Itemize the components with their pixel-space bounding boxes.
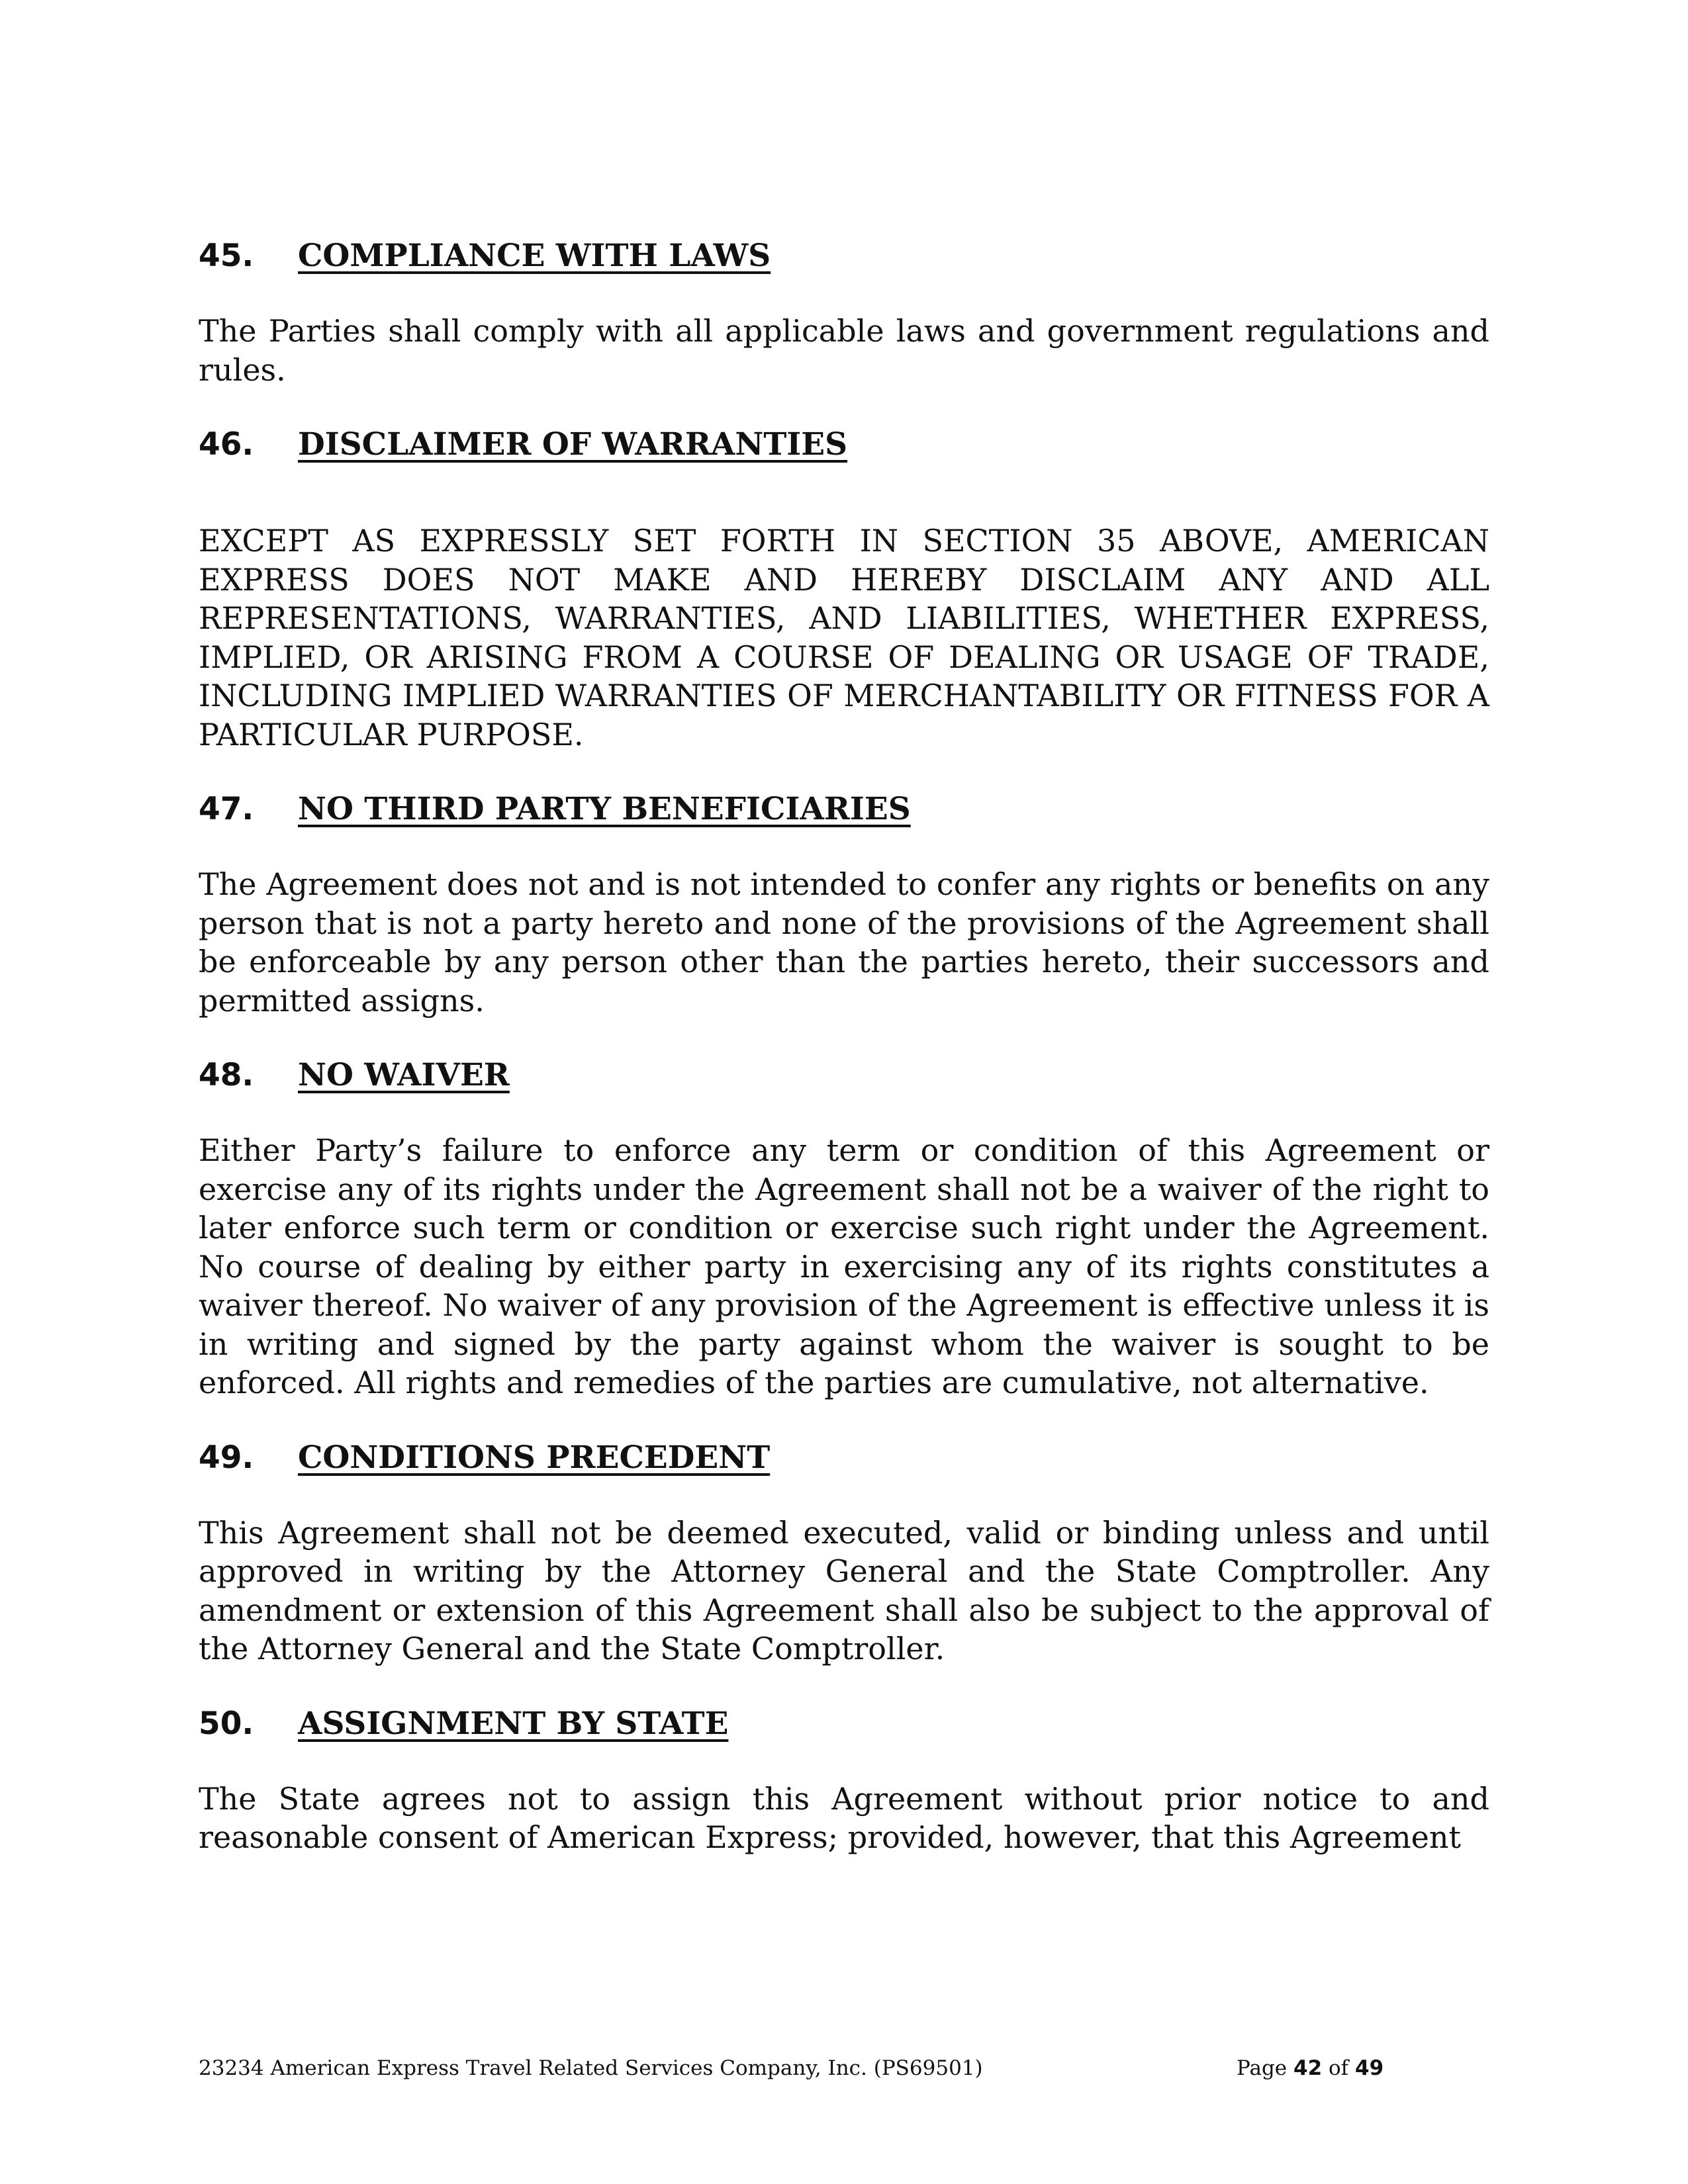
- section-number: 47.: [199, 791, 254, 827]
- section-50: [199, 1703, 1489, 1857]
- section-paragraph: The Parties shall comply with all applicable laws and government regulations and rules.: [199, 313, 1489, 388]
- section-number: 50.: [199, 1705, 254, 1742]
- section-heading: [199, 1054, 1489, 1097]
- page-number: [1237, 2055, 1383, 2081]
- document-body: [199, 235, 1489, 1857]
- page-current: 42: [1293, 2056, 1323, 2080]
- section-heading: [199, 1437, 1489, 1479]
- section-title: COMPLIANCE WITH LAWS: [298, 238, 771, 274]
- section-paragraph: The State agrees not to assign this Agreement without prior notice to and reasonable consent of American Express; provided, however, that this Agreement: [199, 1780, 1489, 1855]
- section-title: DISCLAIMER OF WARRANTIES: [298, 426, 848, 463]
- section-number: 46.: [199, 426, 254, 463]
- section-paragraph: EXCEPT AS EXPRESSLY SET FORTH IN SECTION 35 ABOVE, AMERICAN EXPRESS DOES NOT MAKE AND HEREBY DISCLAIM ANY AND ALL REPRESENTATIONS, WARRANTIES, AND LIABILITIES, WHETHER EXPRESS, IMPLIED, OR ARISING FROM A COURSE OF DEALING OR USAGE OF TRADE, INCLUDING IMPLIED WARRANTIES OF MERCHANTABILITY OR FITNESS FOR A PARTICULAR PURPOSE.: [199, 523, 1489, 752]
- section-47: [199, 788, 1489, 1020]
- section-heading: [199, 1703, 1489, 1745]
- section-number: 45.: [199, 238, 254, 274]
- page-of-label: of: [1329, 2056, 1349, 2080]
- section-paragraph: This Agreement shall not be deemed executed, valid or binding unless and until approved in writing by the Attorney General and the State Comptroller. Any amendment or extension of this Agreement shall also be subject to the approval of the Attorney General and the State Comptroller.: [199, 1514, 1489, 1666]
- section-title: CONDITIONS PRECEDENT: [298, 1439, 771, 1476]
- section-number: 49.: [199, 1439, 254, 1476]
- section-48: [199, 1054, 1489, 1402]
- section-heading: [199, 424, 1489, 466]
- section-title: ASSIGNMENT BY STATE: [298, 1705, 729, 1742]
- page-label: Page: [1237, 2056, 1288, 2080]
- page-total: 49: [1355, 2056, 1384, 2080]
- section-paragraph: Either Party’s failure to enforce any term or condition of this Agreement or exercise any of its rights under the Agreement shall not be a waiver of the right to later enforce such term or condition or exercise such right under the Agreement. No course of dealing by either party in exercising any of its rights constitutes a waiver thereof. No waiver of any provision of the Agreement is effective unless it is in writing and signed by the party against whom the waiver is sought to be enforced. All rights and remedies of the parties are cumulative, not alternative.: [199, 1132, 1489, 1400]
- section-46: [199, 424, 1489, 754]
- section-paragraph: The Agreement does not and is not intended to confer any rights or benefits on any person that is not a party hereto and none of the provisions of the Agreement shall be enforceable by any person other than the parties hereto, their successors and permitted assigns.: [199, 866, 1489, 1019]
- section-heading: [199, 235, 1489, 277]
- section-title: NO THIRD PARTY BENEFICIARIES: [298, 791, 911, 827]
- footer-document-id: 23234 American Express Travel Related Services Company, Inc. (PS69501): [199, 2056, 983, 2080]
- section-49: [199, 1437, 1489, 1668]
- section-45: [199, 235, 1489, 389]
- section-title: NO WAIVER: [298, 1057, 510, 1093]
- section-heading: [199, 788, 1489, 831]
- section-number: 48.: [199, 1057, 254, 1093]
